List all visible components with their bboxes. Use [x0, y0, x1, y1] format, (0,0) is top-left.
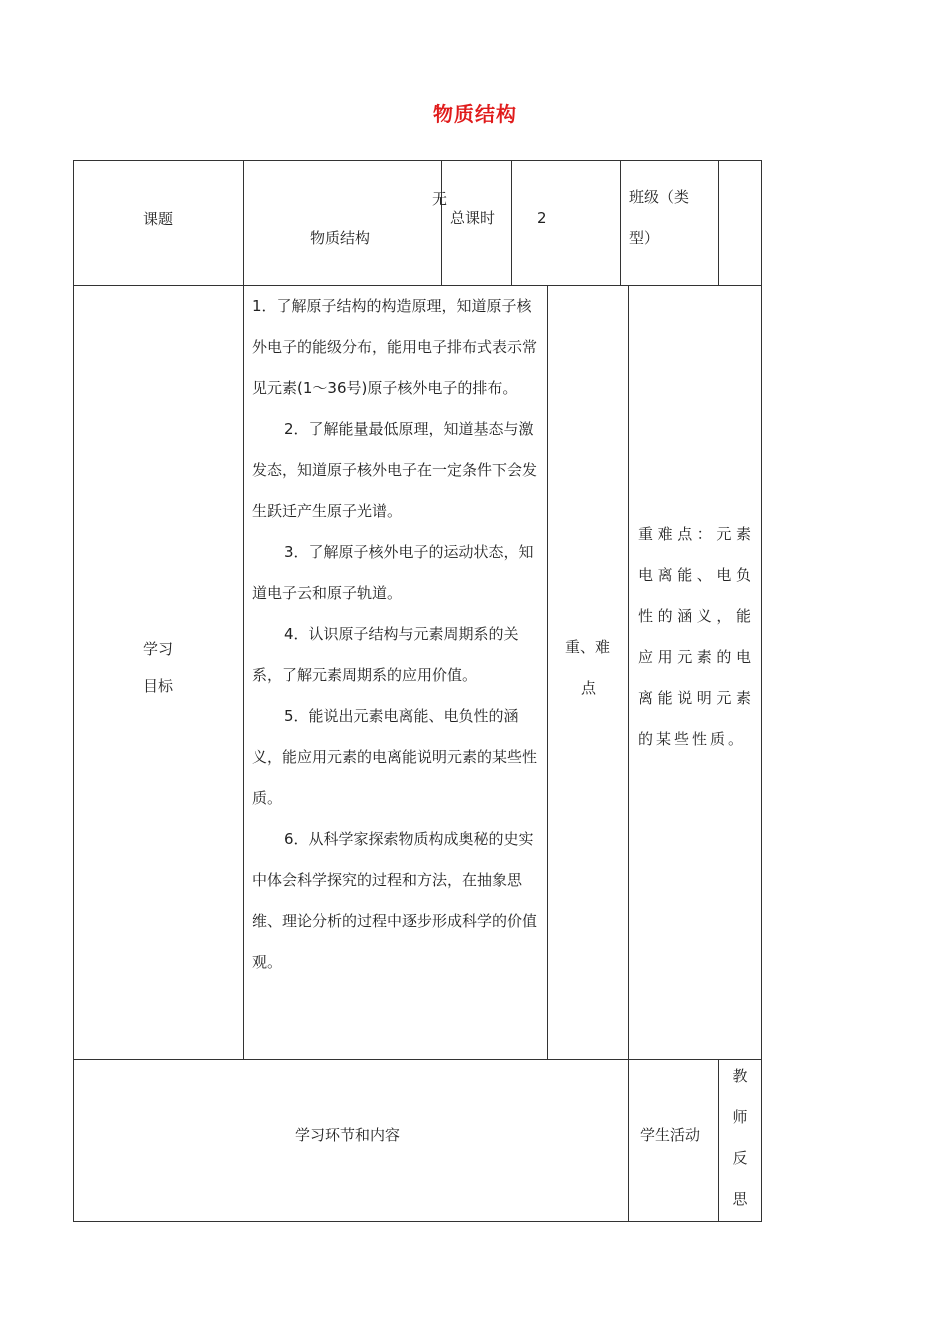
teacher-reflection-char: 师 — [732, 1108, 748, 1126]
goals-label-line2: 目标 — [143, 677, 174, 695]
unit-value: 无 — [432, 190, 448, 208]
learning-content-label: 学习环节和内容 — [295, 1126, 401, 1144]
header-divider-3 — [511, 160, 512, 286]
focus-label-line2: 点 — [581, 679, 597, 697]
table-border-left — [73, 160, 74, 1222]
table-border-top — [73, 160, 762, 161]
class-type-label-line2: 型） — [629, 229, 660, 247]
teacher-reflection-char: 思 — [732, 1190, 748, 1208]
header-divider-1 — [243, 160, 244, 286]
learning-objectives — [252, 286, 542, 983]
objective-4: 4．认识原子结构与元素周期系的关系，了解元素周期系的应用价值。 — [252, 625, 519, 684]
objective-2: 2．了解能量最低原理，知道基态与激发态，知道原子核外电子在一定条件下会发生跃迁产生原子光谱。 — [252, 420, 538, 520]
page-title: 物质结构 — [433, 102, 517, 126]
student-activity-label: 学生活动 — [640, 1126, 701, 1144]
teacher-reflection-label — [718, 1056, 762, 1220]
header-divider-5 — [718, 160, 719, 286]
total-hours-label: 总课时 — [450, 209, 496, 227]
bottom-divider-1 — [628, 1059, 629, 1222]
teacher-reflection-char: 反 — [732, 1149, 748, 1167]
goals-divider-2 — [547, 285, 548, 1060]
teacher-reflection-char: 教 — [732, 1067, 748, 1085]
topic-label: 课题 — [143, 210, 174, 228]
objective-6: 6．从科学家探索物质构成奥秘的史实中体会科学探究的过程和方法，在抽象思维、理论分析的过程中逐步形成科学的价值观。 — [252, 830, 538, 971]
total-hours-value: 2 — [537, 209, 547, 227]
header-divider-4 — [620, 160, 621, 286]
objective-5: 5．能说出元素电离能、电负性的涵义，能应用元素的电离能说明元素的某些性质。 — [252, 707, 538, 807]
class-type-label-line1: 班级（类 — [629, 188, 690, 206]
key-points-text: 重难点：元素电离能、电负性的涵义，能应用元素的电离能说明元素的某些性质。 — [638, 525, 754, 748]
objective-3: 3．了解原子核外电子的运动状态，知道电子云和原子轨道。 — [252, 543, 534, 602]
header-divider-2 — [441, 160, 442, 286]
topic-value: 物质结构 — [310, 229, 371, 247]
goals-divider-3 — [628, 285, 629, 1060]
table-border-bottom — [73, 1221, 762, 1222]
row-divider-2 — [73, 1059, 762, 1060]
goals-label-line1: 学习 — [143, 640, 174, 658]
objective-1: 1．了解原子结构的构造原理，知道原子核外电子的能级分布，能用电子排布式表示常见元素(1～36号)原子核外电子的排布。 — [252, 297, 538, 397]
goals-divider-1 — [243, 285, 244, 1060]
focus-label-line1: 重、难 — [565, 638, 611, 656]
